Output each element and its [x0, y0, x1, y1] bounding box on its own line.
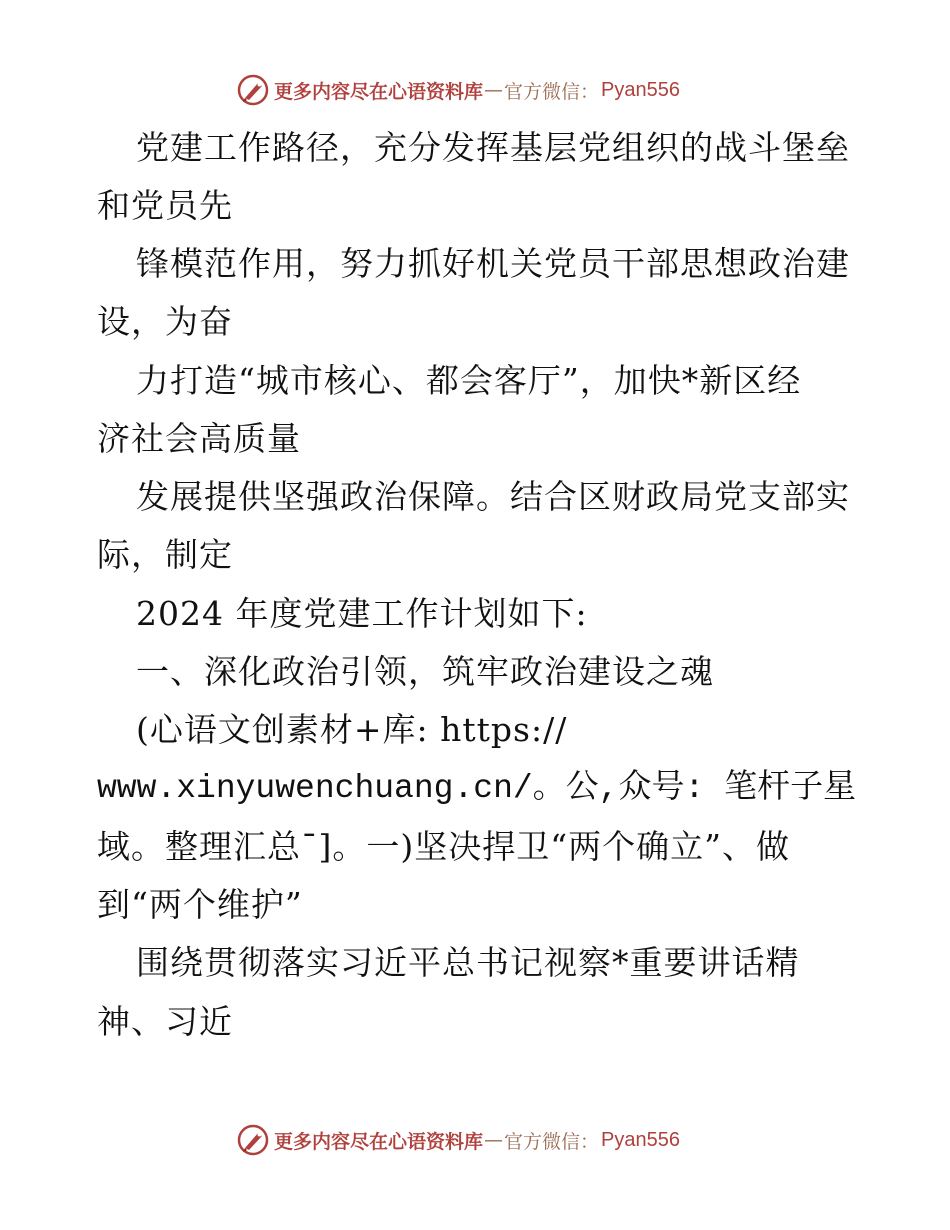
- banner-site-text: 更多内容尽在心语资料库: [274, 1130, 484, 1153]
- body-line: (心语文创素材+库: https://: [136, 710, 568, 749]
- pen-logo-icon: [236, 73, 270, 107]
- header-banner[interactable]: [236, 72, 716, 108]
- body-line: 到“两个维护”: [97, 885, 303, 924]
- body-line: 党建工作路径，充分发挥基层党组织的战斗堡垒: [136, 128, 850, 167]
- banner-site-text: 更多内容尽在心语资料库: [274, 80, 484, 103]
- body-line: 围绕贯彻落实习近平总书记视察*重要讲话精: [136, 943, 800, 982]
- body-line: 锋模范作用，努力抓好机关党员干部思想政治建: [136, 244, 850, 283]
- footer-banner[interactable]: [236, 1122, 716, 1158]
- body-line: 发展提供坚强政治保障。结合区财政局党支部实: [136, 477, 850, 516]
- body-line: www.xinyuwenchuang.cn/。公,众号: 笔杆子星: [97, 770, 857, 807]
- pen-logo-icon: [236, 1123, 270, 1157]
- banner-wechat-id: Pyan556: [601, 1128, 680, 1151]
- body-line: 力打造“城市核心、都会客厅”，加快*新区经: [136, 361, 802, 400]
- section-heading: 一、深化政治引领，筑牢政治建设之魂: [136, 652, 714, 691]
- body-line: 际，制定: [97, 535, 233, 574]
- body-line: 和党员先: [97, 186, 233, 225]
- banner-wechat-label: 官方微信：: [504, 80, 600, 103]
- banner-wechat-id: Pyan556: [601, 78, 680, 101]
- body-line: 设，为奋: [97, 302, 233, 341]
- body-line: 2024 年度党建工作计划如下:: [136, 594, 588, 633]
- body-line: 神、习近: [97, 1002, 233, 1041]
- banner-dash: —: [484, 1129, 504, 1151]
- banner-wechat-label: 官方微信：: [504, 1130, 600, 1153]
- body-line: 济社会高质量: [97, 419, 301, 458]
- banner-dash: —: [484, 79, 504, 101]
- body-line: 域。整理汇总¯]。一)坚决捍卫“两个确立”、做: [97, 827, 790, 866]
